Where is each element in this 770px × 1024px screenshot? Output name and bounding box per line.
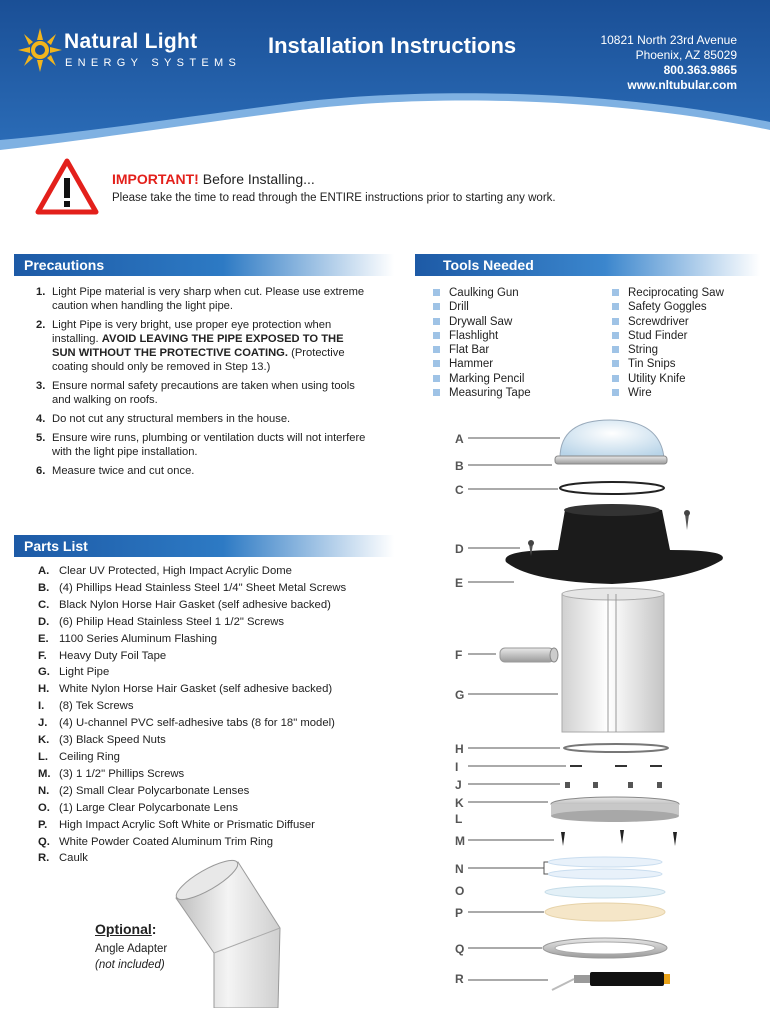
part-text: Black Nylon Horse Hair Gasket (self adhesive backed) <box>59 598 331 611</box>
part-item <box>38 563 398 580</box>
part-key: O. <box>38 801 50 814</box>
precautions-list <box>36 285 366 483</box>
tool-item: Drywall Saw <box>433 315 531 329</box>
precaution-number: 3. <box>36 380 46 392</box>
part-item <box>38 732 398 749</box>
optional-title <box>95 921 156 937</box>
tools-header: Tools Needed <box>415 254 760 276</box>
precaution-number: 5. <box>36 432 46 444</box>
part-item <box>38 817 398 834</box>
diagram-label-p: P <box>455 906 464 920</box>
tool-item: Tin Snips <box>612 357 724 371</box>
part-key: H. <box>38 683 50 696</box>
diagram-label-m: M <box>455 834 465 848</box>
part-key: J. <box>38 717 48 730</box>
diagram-label-g: G <box>455 688 465 702</box>
part-text: (1) Large Clear Polycarbonate Lens <box>59 801 238 814</box>
part-text: (3) 1 1/2" Phillips Screws <box>59 767 185 780</box>
part-key: L. <box>38 750 49 763</box>
page-title: Installation Instructions <box>268 33 517 58</box>
part-key: D. <box>38 615 50 628</box>
part-key: N. <box>38 784 50 797</box>
optional-item-note: (not included) <box>95 959 165 971</box>
precaution-number: 1. <box>36 286 46 298</box>
important-heading <box>112 171 315 187</box>
part-key: A. <box>38 565 50 577</box>
phone-number: 800.363.9865 <box>663 63 737 77</box>
part-key: G. <box>38 666 50 679</box>
tool-item: Caulking Gun <box>433 286 531 300</box>
precaution-text: Light Pipe is very bright, use proper eye protection when installing. <box>52 319 332 345</box>
part-item <box>38 800 398 817</box>
header-banner <box>0 0 770 150</box>
address-line2: Phoenix, AZ 85029 <box>635 48 737 62</box>
part-text: (4) Phillips Head Stainless Steel 1/4" Sheet Metal Screws <box>59 581 347 594</box>
optional-title-colon: : <box>151 921 157 937</box>
tool-item: Hammer <box>433 357 531 371</box>
diagram-label-a: A <box>455 432 464 446</box>
optional-item-name: Angle Adapter <box>95 943 168 955</box>
part-text: Clear UV Protected, High Impact Acrylic Dome <box>59 565 292 577</box>
part-key: P. <box>38 818 48 831</box>
precaution-item <box>36 318 366 374</box>
precaution-item <box>36 464 366 478</box>
part-item <box>38 715 398 732</box>
part-text: (3) Black Speed Nuts <box>59 734 166 747</box>
tool-item: Safety Goggles <box>612 300 724 314</box>
precaution-item <box>36 285 366 313</box>
precaution-number: 2. <box>36 319 46 331</box>
diagram-label-i: I <box>455 760 459 774</box>
precautions-header: Precautions <box>14 254 394 276</box>
part-key: I. <box>38 700 45 713</box>
angle-adapter-image <box>168 858 286 1008</box>
part-key: K. <box>38 734 50 747</box>
part-key: Q. <box>38 835 50 848</box>
precaution-number: 6. <box>36 465 46 477</box>
part-text: Caulk <box>59 852 88 865</box>
tool-item: Measuring Tape <box>433 386 531 400</box>
part-item <box>38 580 398 597</box>
warning-triangle-icon <box>35 158 99 216</box>
tool-item: Screwdriver <box>612 315 724 329</box>
part-key: C. <box>38 598 50 611</box>
precaution-warning-text: AVOID LEAVING THE PIPE EXPOSED TO THE SUN WITHOUT THE PROTECTIVE COATING. <box>52 333 344 359</box>
address-line1: 10821 North 23rd Avenue <box>600 33 737 47</box>
part-item <box>38 614 398 631</box>
tool-item: Marking Pencil <box>433 372 531 386</box>
diagram-label-j: J <box>455 778 462 792</box>
part-item <box>38 648 398 665</box>
part-text: White Powder Coated Aluminum Trim Ring <box>59 835 274 848</box>
tool-item: Utility Knife <box>612 372 724 386</box>
diagram-label-d: D <box>455 542 464 556</box>
diagram-label-c: C <box>455 483 464 497</box>
tool-item: String <box>612 343 724 357</box>
part-item <box>38 664 398 681</box>
sun-logo-icon <box>18 26 68 76</box>
diagram-label-e: E <box>455 576 464 590</box>
tool-item: Wire <box>612 386 724 400</box>
part-key: M. <box>38 767 51 780</box>
tool-item: Flat Bar <box>433 343 531 357</box>
precaution-number: 4. <box>36 413 46 425</box>
tool-item: Stud Finder <box>612 329 724 343</box>
part-key: E. <box>38 632 49 645</box>
important-heading-rest: Before Installing... <box>198 171 315 187</box>
precaution-text: Light Pipe material is very sharp when cut. Please use extreme caution when handling the light pipe. <box>52 286 365 312</box>
precaution-text: Measure twice and cut once. <box>52 465 195 477</box>
diagram-label-f: F <box>455 648 463 662</box>
part-text: White Nylon Horse Hair Gasket (self adhesive backed) <box>59 683 333 696</box>
brand-subtitle: ENERGY SYSTEMS <box>65 57 242 69</box>
precaution-text: Ensure normal safety precautions are taken when using tools and walking on roofs. <box>52 380 355 406</box>
part-item <box>38 681 398 698</box>
part-item <box>38 597 398 614</box>
precaution-item <box>36 412 366 426</box>
part-text: (8) Tek Screws <box>59 700 134 713</box>
precaution-item <box>36 431 366 459</box>
diagram-label-l: L <box>455 812 463 826</box>
part-text: (2) Small Clear Polycarbonate Lenses <box>59 784 250 797</box>
part-key: F. <box>38 649 47 662</box>
important-note: Please take the time to read through the ENTIRE instructions prior to starting any work. <box>112 192 556 204</box>
tools-list-col2 <box>612 286 724 400</box>
part-item <box>38 749 398 766</box>
tool-item: Reciprocating Saw <box>612 286 724 300</box>
part-item <box>38 698 398 715</box>
part-item <box>38 783 398 800</box>
brand-logo <box>18 26 243 76</box>
part-text: Ceiling Ring <box>59 750 120 763</box>
part-text: (4) U-channel PVC self-adhesive tabs (8 for 18" model) <box>59 717 335 730</box>
diagram-label-b: B <box>455 459 464 473</box>
parts-header: Parts List <box>14 535 394 557</box>
tool-item: Flashlight <box>433 329 531 343</box>
brand-name: Natural Light <box>64 30 198 53</box>
diagram-label-r: R <box>455 972 464 986</box>
website-link[interactable]: www.nltubular.com <box>627 78 737 92</box>
dome-part <box>560 420 664 458</box>
tool-item: Drill <box>433 300 531 314</box>
part-text: 1100 Series Aluminum Flashing <box>59 632 218 645</box>
diagram-label-q: Q <box>455 942 465 956</box>
part-text: Light Pipe <box>59 666 110 679</box>
company-address <box>600 33 737 93</box>
diagram-label-k: K <box>455 796 464 810</box>
important-label: IMPORTANT! <box>112 171 199 187</box>
precaution-item <box>36 379 366 407</box>
diagram-label-h: H <box>455 742 464 756</box>
part-item <box>38 766 398 783</box>
part-key: R. <box>38 852 50 865</box>
parts-exploded-diagram <box>440 410 770 1024</box>
precaution-text: Ensure wire runs, plumbing or ventilation ducts will not interfere with the light pipe installation. <box>52 432 366 458</box>
precaution-text-after: (Protective coating should only be removed in Step 13.) <box>52 347 345 373</box>
part-key: B. <box>38 581 50 594</box>
tools-list-col1 <box>433 286 531 400</box>
part-item <box>38 631 398 648</box>
part-text: High Impact Acrylic Soft White or Prismatic Diffuser <box>59 818 315 831</box>
part-text: (6) Philip Head Stainless Steel 1 1/2" Screws <box>59 615 285 628</box>
parts-list <box>38 563 398 867</box>
diagram-label-o: O <box>455 884 465 898</box>
precaution-text: Do not cut any structural members in the house. <box>52 413 291 425</box>
optional-title-text: Optional <box>95 921 152 937</box>
part-text: Heavy Duty Foil Tape <box>59 649 167 662</box>
diagram-label-n: N <box>455 862 464 876</box>
part-item <box>38 834 398 851</box>
